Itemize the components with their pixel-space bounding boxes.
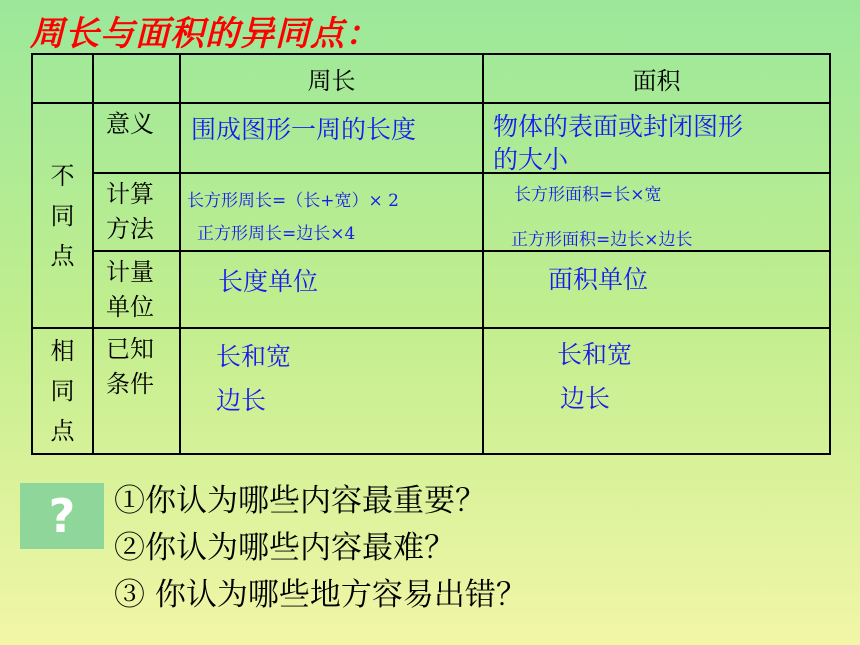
- question-1: ①你认为哪些内容最重要？: [114, 483, 486, 519]
- group-label-different: 不 同 点: [32, 103, 93, 328]
- table-row-meaning: [32, 103, 830, 173]
- comparison-table: [31, 53, 831, 455]
- page-title: 周长与面积的异同点：: [30, 14, 380, 54]
- row-label-meaning: 意义: [93, 103, 180, 173]
- cell-perimeter-unit: 长度单位: [180, 251, 483, 328]
- question-mark-icon: ?: [20, 483, 104, 549]
- cell-perimeter-known: 长和宽 边长: [180, 328, 483, 454]
- row-label-known: 已知 条件: [93, 328, 180, 454]
- table-row-method: [32, 173, 830, 251]
- table-row-unit: [32, 251, 830, 328]
- question-list: [114, 478, 527, 619]
- question-3: ③ 你认为哪些地方容易出错？: [114, 577, 527, 613]
- cell-area-known: 长和宽 边长: [483, 328, 830, 454]
- cell-perimeter-meaning: 围成图形一周的长度: [180, 103, 483, 173]
- question-2: ②你认为哪些内容最难？: [114, 530, 455, 566]
- corner-cell: [93, 54, 180, 103]
- row-label-unit: 计量 单位: [93, 251, 180, 328]
- cell-area-method: 长方形面积=长×宽 正方形面积=边长×边长: [483, 173, 830, 251]
- table-header-row: [32, 54, 830, 103]
- table-row-known: [32, 328, 830, 454]
- row-label-method: 计算 方法: [93, 173, 180, 251]
- cell-area-unit: 面积单位: [483, 251, 830, 328]
- cell-perimeter-method: 长方形周长=（长+宽）× 2 正方形周长=边长×4: [180, 173, 483, 251]
- group-label-same: 相 同 点: [32, 328, 93, 454]
- cell-area-meaning: 物体的表面或封闭图形 的大小: [483, 103, 830, 173]
- header-area: 面积: [483, 54, 830, 103]
- header-perimeter: 周长: [180, 54, 483, 103]
- corner-cell: [32, 54, 93, 103]
